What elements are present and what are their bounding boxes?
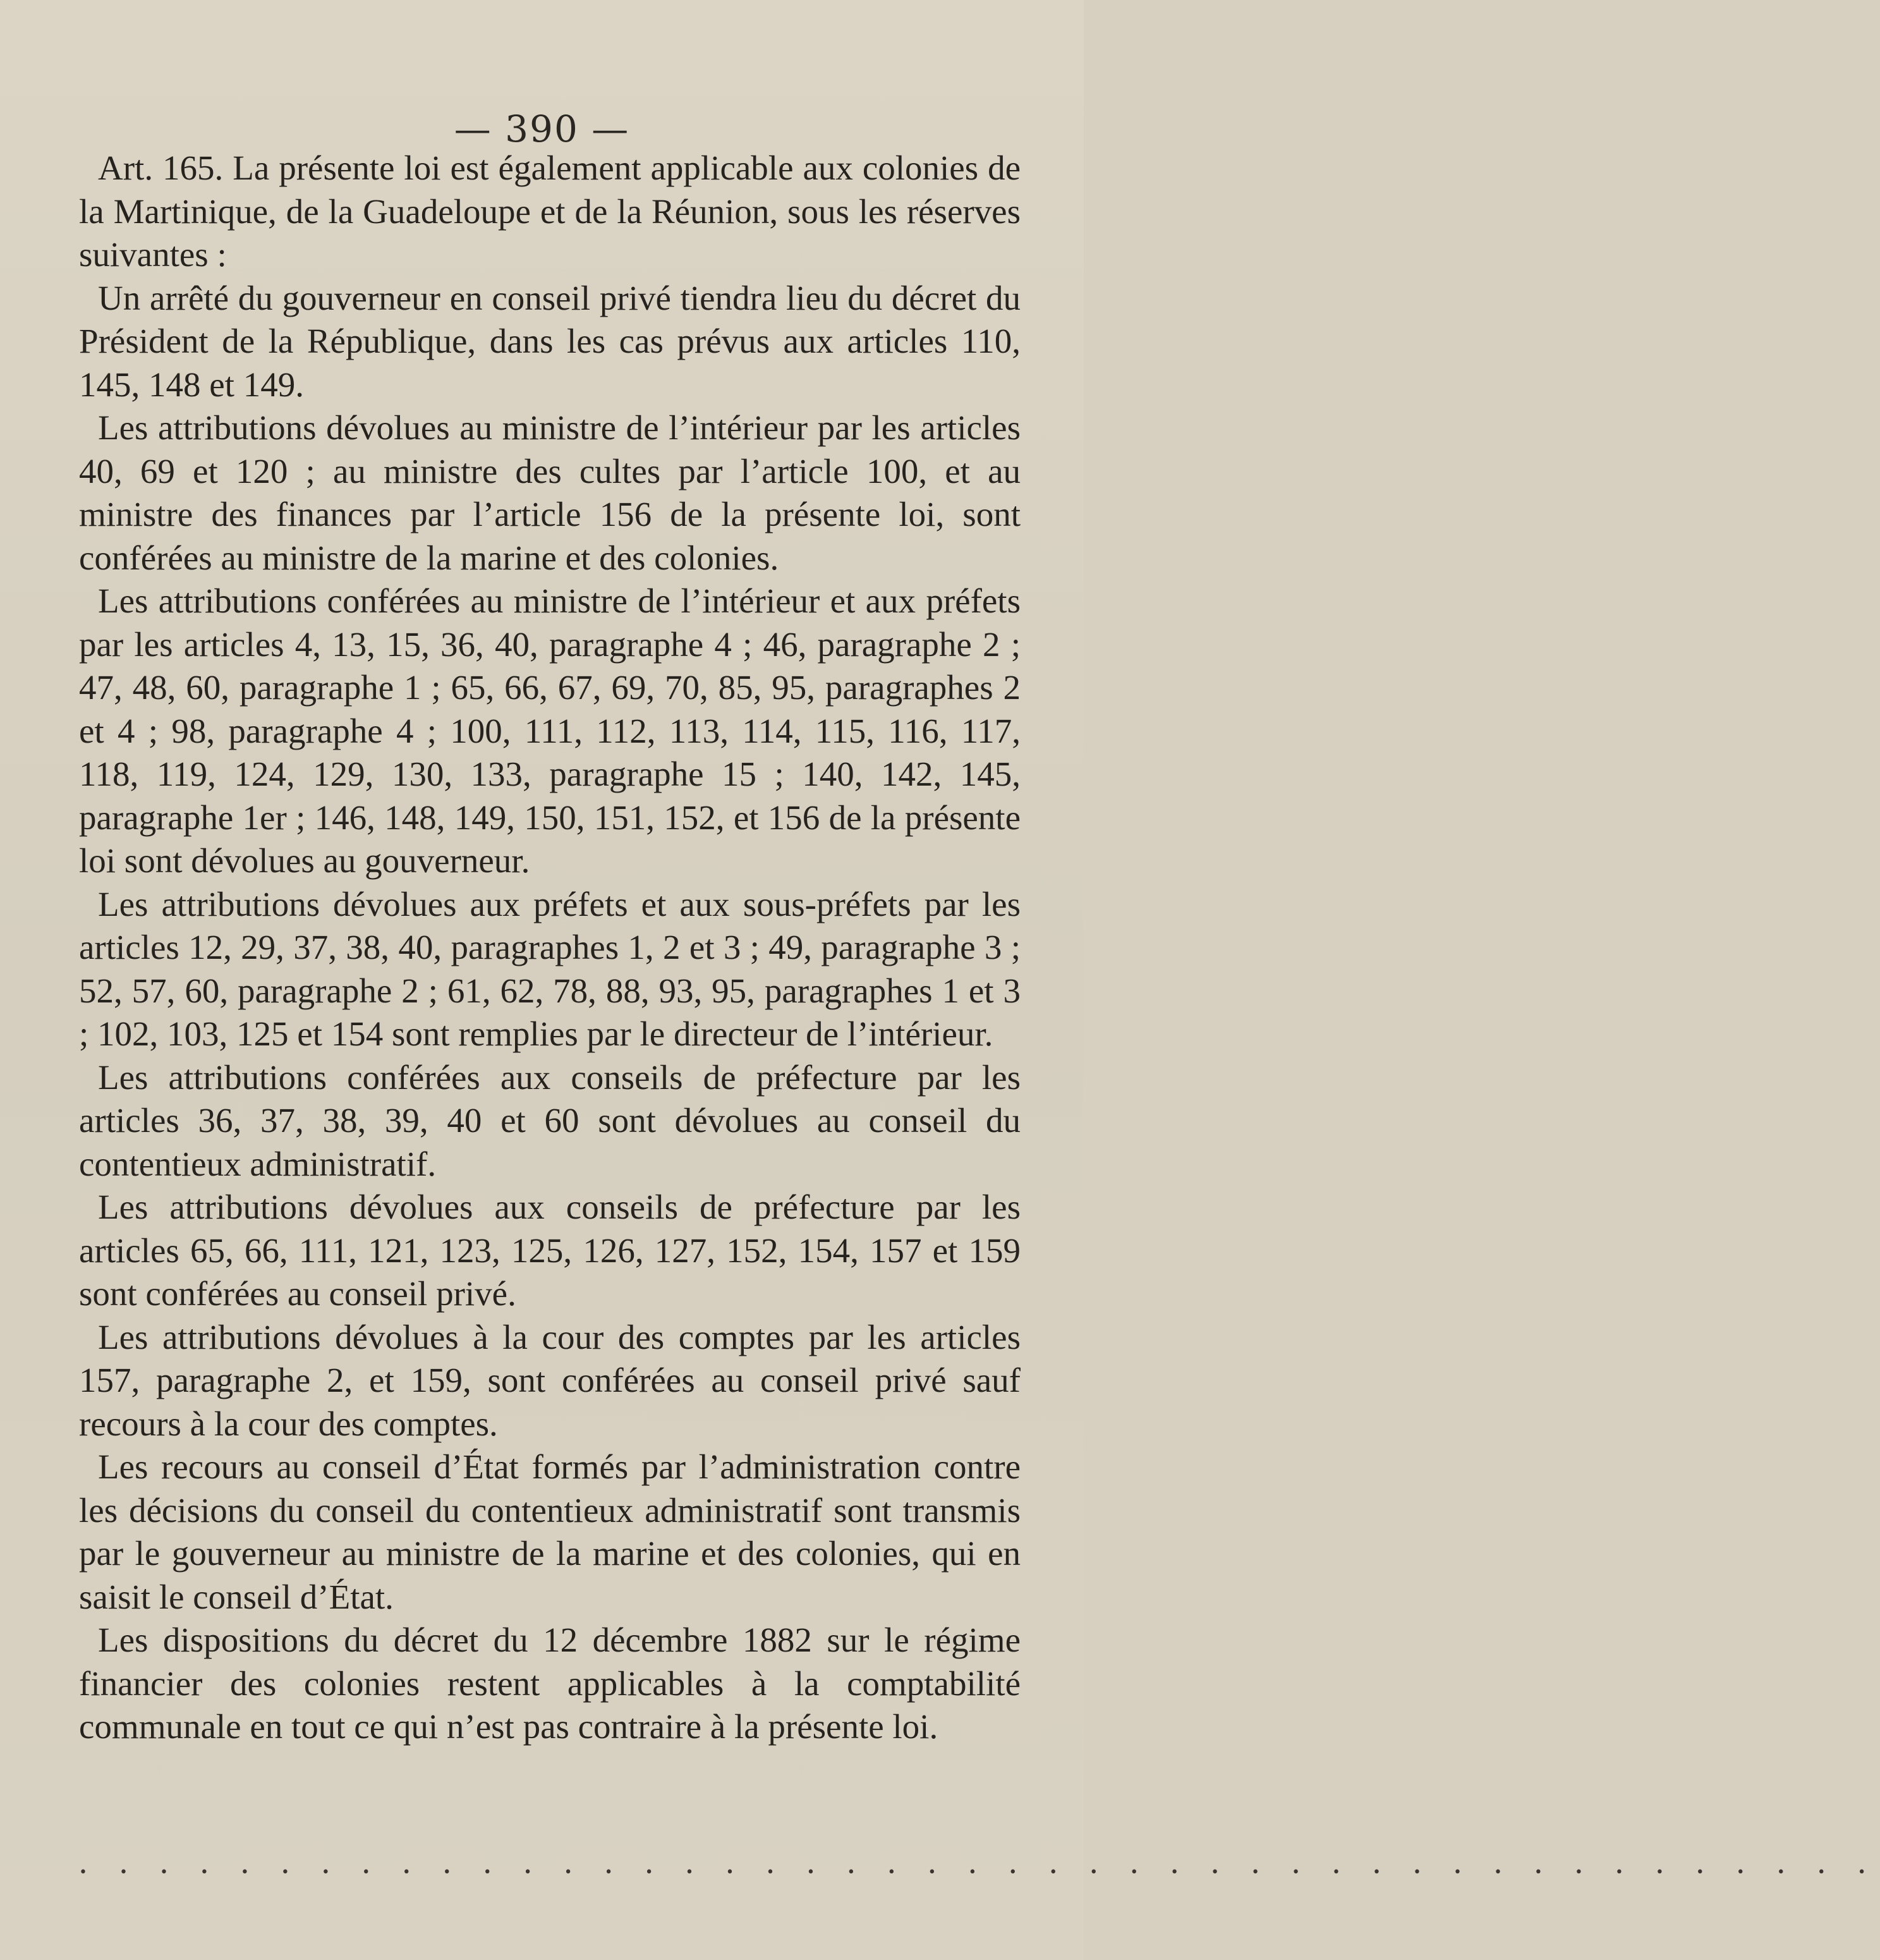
body-text (79, 147, 1021, 1749)
paragraph-cour-des-comptes: Les attributions dévolues à la cour des comptes par les articles 157, paragraphe 2, et 159, sont conférées au conseil privé sauf recours à la cour des comptes. (79, 1317, 1021, 1443)
paragraph-article-165: Art. 165. La présente loi est également applicable aux colonies de la Martinique, de la Guadeloupe et de la Réunion, sous les réserves suivantes : (79, 149, 1021, 274)
paragraph-attributions-ministre: Les attributions dévolues au ministre de l’intérieur par les articles 40, 69 et 120 ; au ministre des cultes par l’article 100, et au ministre des finances par l’article 156 de la présente loi, sont conférées au ministre de la marine et des colonies. (79, 408, 1021, 577)
paragraph-conseil-prive: Les attributions dévolues aux conseils de préfecture par les articles 65, 66, 111, 121, 123, 125, 126, 127, 152, 154, 157 et 159 sont conférées au conseil privé. (79, 1188, 1021, 1313)
paragraph-decret-1882: Les dispositions du décret du 12 décembre 1882 sur le régime financier des colonies restent applicables à la comptabilité communale en tout ce qui n’est pas contraire à la présente loi. (79, 1621, 1021, 1746)
paragraph-arrete-gouverneur: Un arrêté du gouverneur en conseil privé tiendra lieu du décret du Président de la République, dans les cas prévus aux articles 110, 145, 148 et 149. (79, 278, 1021, 404)
paragraph-attributions-directeur: Les attributions dévolues aux préfets et aux sous-préfets par les articles 12, 29, 37, 38, 40, paragraphes 1, 2 et 3 ; 49, paragraphe 3 ; 52, 57, 60, paragraphe 2 ; 61, 62, 78, 88, 93, 95, paragraphes 1 et 3 ; 102, 103, 125 et 154 sont remplies par le directeur de l’intérieur. (79, 884, 1021, 1053)
page-number: — 390 — (454, 107, 630, 150)
dotted-separator: • • • • • • • • • • • • • • • • • • • • • • • • • • • • • • • • • • • • • • • • • • • • • (79, 1865, 1880, 1880)
paragraph-recours-conseil-etat: Les recours au conseil d’État formés par l’administration contre les décisions du conseil du contentieux administratif sont transmis par le gouverneur au ministre de la marine et des colonies, qui en saisit le conseil d’État. (79, 1447, 1021, 1616)
paragraph-conseil-contentieux: Les attributions conférées aux conseils de préfecture par les articles 36, 37, 38, 39, 40 et 60 sont dévolues au conseil du contentieux administratif. (79, 1057, 1021, 1183)
paragraph-attributions-gouverneur: Les attributions conférées au ministre de l’intérieur et aux préfets par les articles 4, 13, 15, 36, 40, paragraphe 4 ; 46, paragraphe 2 ; 47, 48, 60, paragraphe 1 ; 65, 66, 67, 69, 70, 85, 95, paragraphes 2 et 4 ; 98, paragraphe 4 ; 100, 111, 112, 113, 114, 115, 116, 117, 118, 119, 124, 129, 130, 133, paragraphe 15 ; 140, 142, 145, paragraphe 1er ; 146, 148, 149, 150, 151, 152, et 156 de la présente loi sont dévolues au gouverneur. (79, 581, 1021, 880)
